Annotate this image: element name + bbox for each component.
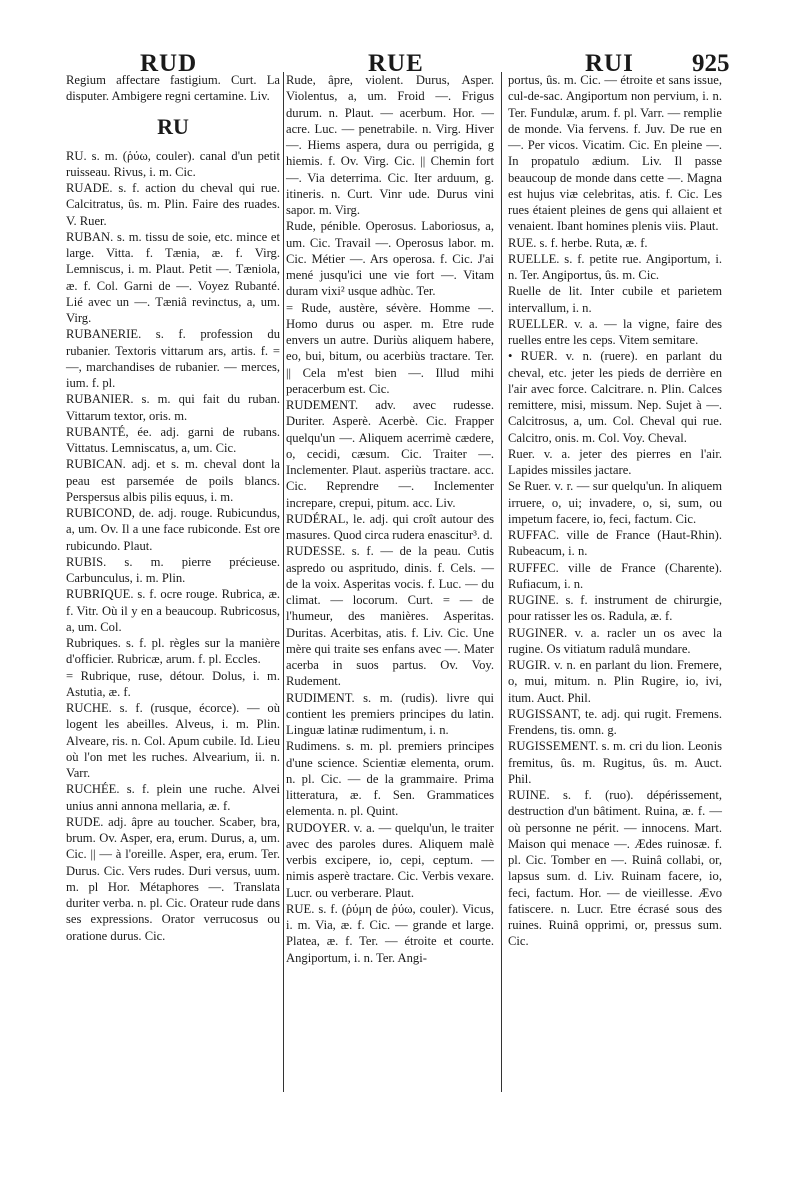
dictionary-entry: RUDOYER. v. a. — quelqu'un, le traiter avec des paroles dures. Aliquem malè verbis excipere, io, cepi, ceptum. — nimis asperè tractare. Cic. Verbis vexare. Lucr. ou verberare. Plaut. bbox=[286, 820, 494, 900]
dictionary-entry: RUADE. s. f. action du cheval qui rue. Calcitratus, ûs. m. Plin. Faire des ruades. V. Ruer. bbox=[66, 181, 280, 228]
dictionary-entry: RUGINER. v. a. racler un os avec la rugine. Os vitiatum radulâ mundare. bbox=[508, 625, 722, 656]
dictionary-entry: RUBICAN. adj. et s. m. cheval dont la peau est parsemée de poils blancs. Perspersus albis pilis equus, i. m. bbox=[66, 457, 280, 504]
dictionary-entry: portus, ûs. m. Cic. — étroite et sans issue, cul-de-sac. Angiportum non pervium, i. n. Ter. Fundulæ, arum. f. pl. Varr. — remplie de monde. Via fervens. f. Juv. De rue en —. Per vicos. Vicatim. Cic. En pleine —. In propatulo ædium. Liv. Il passe beaucoup de monde dans cette —. Magna est hujus viæ celebritas, atis. f. Cic. Les rues étaient pleines de gens qui allaient et venaient. Ibant homines plenis viis. Plaut. bbox=[508, 73, 722, 234]
column-right bbox=[508, 72, 722, 950]
dictionary-entry: RUELLE. s. f. petite rue. Angiportum, i. n. Ter. Angiportus, ûs. m. Cic. bbox=[508, 251, 722, 282]
dictionary-entry: RUELLER. v. a. — la vigne, faire des ruelles entre les ceps. Vitem semitare. bbox=[508, 316, 722, 347]
dictionary-entry: RUBANTÉ, ée. adj. garni de rubans. Vittatus. Lemniscatus, a, um. Cic. bbox=[66, 424, 280, 455]
dictionary-entry: RUFFAC. ville de France (Haut-Rhin). Rubeacum, i. n. bbox=[508, 528, 722, 559]
dictionary-entry: RUDESSE. s. f. — de la peau. Cutis aspredo ou aspritudo, dinis. f. Cels. — de la voix. Asperitas vocis. f. Luc. — du climat. — locorum. Curt. = — de l'humeur, des manières. Asperitas. Duritas. Acerbitas, atis. f. Liv. Cic. Une mère qui traite ses enfans avec —. Mater acerba in suos partus. Ov. Voy. Rudement. bbox=[286, 544, 494, 689]
column-divider bbox=[283, 72, 284, 1092]
dictionary-entry: RUDE. adj. âpre au toucher. Scaber, bra, brum. Ov. Asper, era, erum. Durus, a, um. Cic. || — à l'oreille. Asper, era, erum. Ter. Durus. Cic. Vers rudes. Duri versus, uum. m. pl Hor. Métaphores —. Translata duriter verba. n. pl. Cic. Orateur rude dans ses expressions. Orator verrucosus ou oratione durus. Cic. bbox=[66, 814, 280, 943]
dictionary-entry: RUGIR. v. n. en parlant du lion. Fremere, o, mui, mitum. n. Plin Rugire, io, ivi, itum. Auct. Phil. bbox=[508, 658, 722, 705]
page-number: 925 bbox=[692, 50, 730, 77]
dictionary-entry: RUBANERIE. s. f. profession du rubanier. Textoris vittarum ars, artis. f. = —, marchandises de rubanier. — merces, ium. f. pl. bbox=[66, 327, 280, 390]
dictionary-entry: RUGISSEMENT. s. m. cri du lion. Leonis fremitus, ûs. m. Rugitus, ûs. m. Auct. Phil. bbox=[508, 739, 722, 786]
dictionary-entry: RUBIS. s. m. pierre précieuse. Carbunculus, i. m. Plin. bbox=[66, 554, 280, 585]
dictionary-entry: RUDEMENT. adv. avec rudesse. Duriter. Asperè. Acerbè. Cic. Frapper quelqu'un —. Aliquem acerrimè cædere, o, cecidi, cæsum. Cic. Traiter —. Inclementer. Plaut. asperiùs tractare. acc. Cic. Reprendre —. Inclementer increpare, crepui, pitum. acc. Liv. bbox=[286, 398, 494, 510]
dictionary-entry: RUBICOND, de. adj. rouge. Rubicundus, a, um. Ov. Il a une face rubiconde. Est ore rubicundo. Plaut. bbox=[66, 506, 280, 553]
dictionary-entry: RUBAN. s. m. tissu de soie, etc. mince et large. Vitta. f. Tænia, æ. f. Virg. Lemniscus, i. m. Plaut. Petit —. Tæniola, æ. f. Col. Garni de —. Voyez Rubanté. Lié avec un —. Tæniâ revinctus, a, um. Virg. bbox=[66, 229, 280, 325]
dictionary-entry: RUFFEC. ville de France (Charente). Rufiacum, i. n. bbox=[508, 560, 722, 591]
dictionary-entry: RUE. s. f. (ῥύμη de ῥύω, couler). Vicus, i. m. Via, æ. f. Cic. — grande et large. Platea, æ. f. Ter. — étroite et courte. Angiportum, i. n. Ter. Angi- bbox=[286, 901, 494, 965]
dictionary-entry: Rude, pénible. Operosus. Laboriosus, a, um. Cic. Travail —. Operosus labor. m. Cic. Métier —. Ars operosa. f. Cic. J'ai mené jusqu'ici une vie fort —. Vitam duram vixi² usque adhùc. Ter. bbox=[286, 219, 494, 299]
dictionary-entry: • RUER. v. n. (ruere). en parlant du cheval, etc. jeter les pieds de derrière en l'air avec force. Calcitrare. n. Plin. Calces remittere, misi, missum. Nep. Sujet à —. Calcitrosus, a, um. Col. Cheval qui rue. Calcitro, onis. m. Col. Voy. Cheval. bbox=[508, 349, 722, 445]
dictionary-entry: RU. s. m. (ῥύω, couler). canal d'un petit ruisseau. Rivus, i. m. Cic. bbox=[66, 148, 280, 179]
dictionary-entry: RUDIMENT. s. m. (rudis). livre qui contient les premiers principes du latin. Linguæ latinæ rudimentum, i. n. bbox=[286, 690, 494, 737]
column-middle bbox=[286, 72, 494, 966]
dictionary-entry: RUCHE. s. f. (rusque, écorce). — où logent les abeilles. Alveus, i. m. Plin. Alveare, ris. n. Col. Apum cubile. Id. Lieu où l'on met les ruches. Alvearium, ii. n. Varr. bbox=[66, 701, 280, 780]
dictionary-entry: = Rubrique, ruse, détour. Dolus, i. m. Astutia, æ. f. bbox=[66, 668, 280, 699]
column-divider bbox=[501, 72, 502, 1092]
dictionary-entry: RUCHÉE. s. f. plein une ruche. Alvei unius anni annona mellaria, æ. f. bbox=[66, 782, 280, 813]
dictionary-entry: Rubriques. s. f. pl. règles sur la manière d'officier. Rubricæ, arum. f. pl. Eccles. bbox=[66, 636, 280, 667]
header-guideword-left: RUD bbox=[140, 50, 198, 77]
dictionary-entry: Rudimens. s. m. pl. premiers principes d'une science. Scientiæ elementa, orum. n. pl. Cic. — de la grammaire. Prima litteratura, æ. f. Sen. Grammatices elementa. n. pl. Quint. bbox=[286, 739, 494, 819]
dictionary-entry: RUDÉRAL, le. adj. qui croît autour des masures. Quod circa rudera enascitur³. d. bbox=[286, 511, 494, 542]
dictionary-entry: RUE. s. f. herbe. Ruta, æ. f. bbox=[508, 235, 648, 250]
header-guideword-center: RUE bbox=[368, 50, 424, 77]
dictionary-entry: RUINE. s. f. (ruo). dépérissement, destruction d'un bâtiment. Ruina, æ. f. — où personne ne périt. — innocens. Mart. Maison qui menace —. Ædes ruinosæ. f. pl. Cic. Tomber en —. Ruinâ collabi, or, lapsus sum. d. Liv. Ruinam facere, io, feci, factum. Hor. — de vieillesse. Ævo fatiscere. n. Lucr. Etre écrasé sous des ruines. Ruinâ opprimi, or, pressus sum. Cic. bbox=[508, 788, 722, 949]
section-heading: RU bbox=[157, 113, 189, 139]
dictionary-entry: Ruelle de lit. Inter cubile et parietem intervallum, i. n. bbox=[508, 284, 722, 315]
header-guideword-right: RUI bbox=[585, 50, 634, 77]
dictionary-entry: RUGINE. s. f. instrument de chirurgie, pour ratisser les os. Radula, æ. f. bbox=[508, 593, 722, 624]
entry-continuation: Regium affectare fastigium. Curt. La disputer. Ambigere regni certamine. Liv. bbox=[66, 73, 280, 104]
dictionary-entry: Ruer. v. a. jeter des pierres en l'air. Lapides missiles jactare. bbox=[508, 446, 722, 477]
dictionary-entry: RUBANIER. s. m. qui fait du ruban. Vittarum textor, oris. m. bbox=[66, 392, 280, 423]
dictionary-entry: RUGISSANT, te. adj. qui rugit. Fremens. Frendens, tis. omn. g. bbox=[508, 706, 722, 737]
column-left bbox=[66, 72, 280, 944]
dictionary-entry: Rude, âpre, violent. Durus, Asper. Violentus, a, um. Froid —. Frigus durum. n. Plaut. — acerbum. Hor. — acre. Luc. — penetrabile. n. Virg. Hiver —. Hiems aspera, dura ou perrigida, g hiemis. f. Ov. Virg. Cic. || Chemin fort —. Via deterrima. Cic. Iter arduum, g. itineris. n. Curt. Vinr ude. Durus vini sapor. m. Virg. bbox=[286, 73, 494, 217]
dictionary-entry: Se Ruer. v. r. — sur quelqu'un. In aliquem irruere, o, ui; invadere, o, si, sum, ou impetum facere, io, feci, factum. Cic. bbox=[508, 479, 722, 526]
dictionary-entry: RUBRIQUE. s. f. ocre rouge. Rubrica, æ. f. Vitr. Où il y en a beaucoup. Rubricosus, a, um. Col. bbox=[66, 587, 280, 634]
dictionary-entry: = Rude, austère, sévère. Homme —. Homo durus ou asper. m. Etre rude envers un autre. Duriùs aliquem habere, eo, bui, bitum, ou acerbiùs tractare. Ter. || Cela m'est bien —. Illud mihi peracerbum est. Cic. bbox=[286, 300, 494, 396]
